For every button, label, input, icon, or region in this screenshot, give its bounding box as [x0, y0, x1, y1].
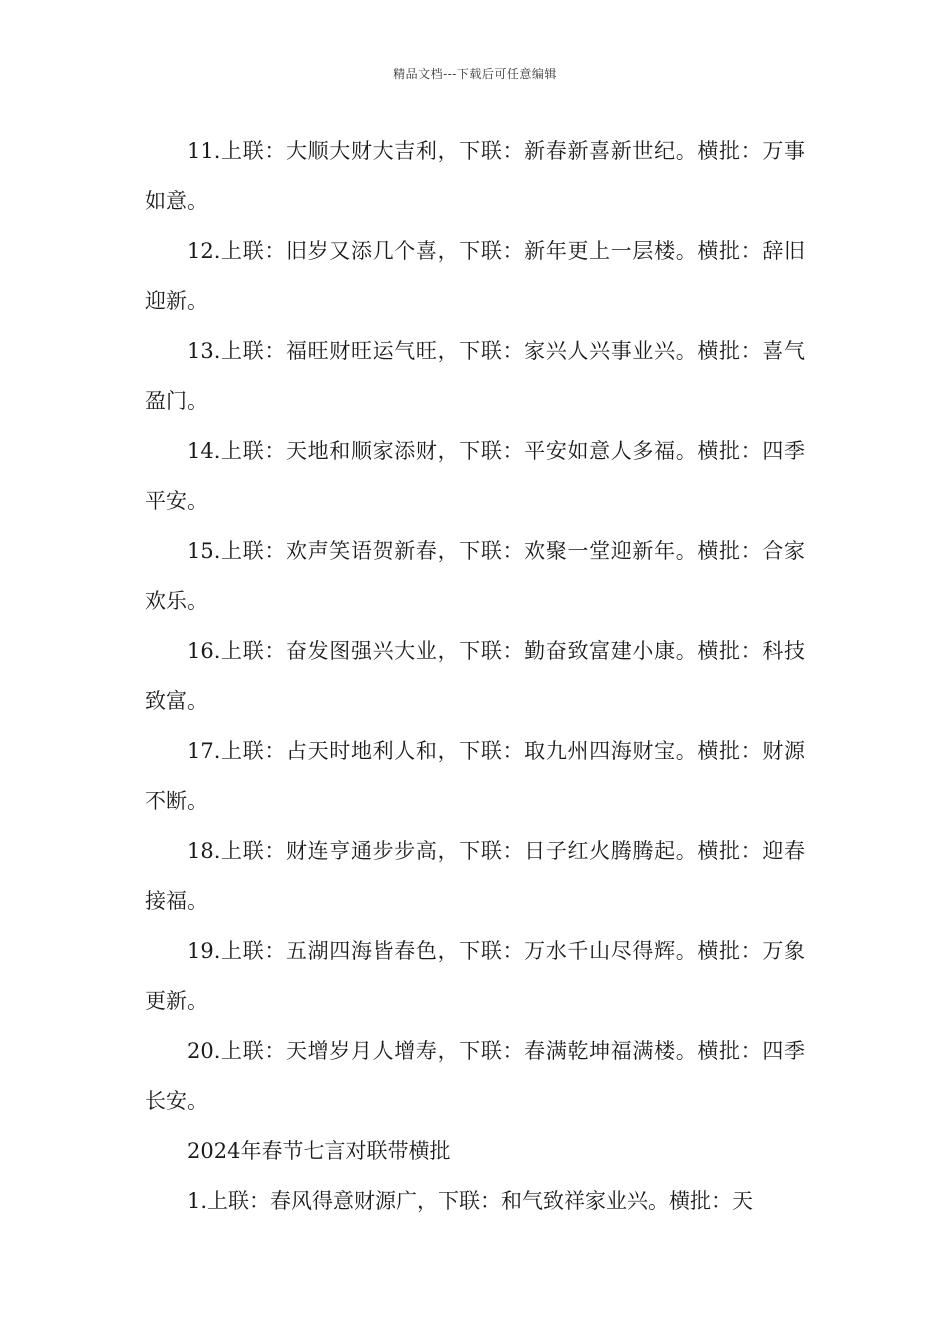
couplet-paragraph-11: 11.上联：大顺大财大吉利，下联：新春新喜新世纪。横批：万事如意。	[145, 139, 805, 213]
couplet-paragraph-20: 20.上联：天增岁月人增寿，下联：春满乾坤福满楼。横批：四季长安。	[145, 1039, 805, 1113]
couplet-paragraph-1: 1.上联：春风得意财源广，下联：和气致祥家业兴。横批：天	[187, 1189, 754, 1213]
document-body	[145, 126, 805, 1226]
couplet-paragraph-12: 12.上联：旧岁又添几个喜，下联：新年更上一层楼。横批：辞旧迎新。	[145, 239, 805, 313]
couplet-paragraph-17: 17.上联：占天时地利人和，下联：取九州四海财宝。横批：财源不断。	[145, 739, 805, 813]
section-heading: 2024年春节七言对联带横批	[187, 1139, 451, 1163]
couplet-paragraph-13: 13.上联：福旺财旺运气旺，下联：家兴人兴事业兴。横批：喜气盈门。	[145, 339, 805, 413]
couplet-paragraph-18: 18.上联：财连亨通步步高，下联：日子红火腾腾起。横批：迎春接福。	[145, 839, 805, 913]
couplet-paragraph-19: 19.上联：五湖四海皆春色，下联：万水千山尽得辉。横批：万象更新。	[145, 939, 805, 1013]
couplet-paragraph-16: 16.上联：奋发图强兴大业，下联：勤奋致富建小康。横批：科技致富。	[145, 639, 805, 713]
couplet-paragraph-15: 15.上联：欢声笑语贺新春，下联：欢聚一堂迎新年。横批：合家欢乐。	[145, 539, 805, 613]
couplet-paragraph-14: 14.上联：天地和顺家添财，下联：平安如意人多福。横批：四季平安。	[145, 439, 805, 513]
page-header: 精品文档---下载后可任意编辑	[393, 67, 557, 81]
